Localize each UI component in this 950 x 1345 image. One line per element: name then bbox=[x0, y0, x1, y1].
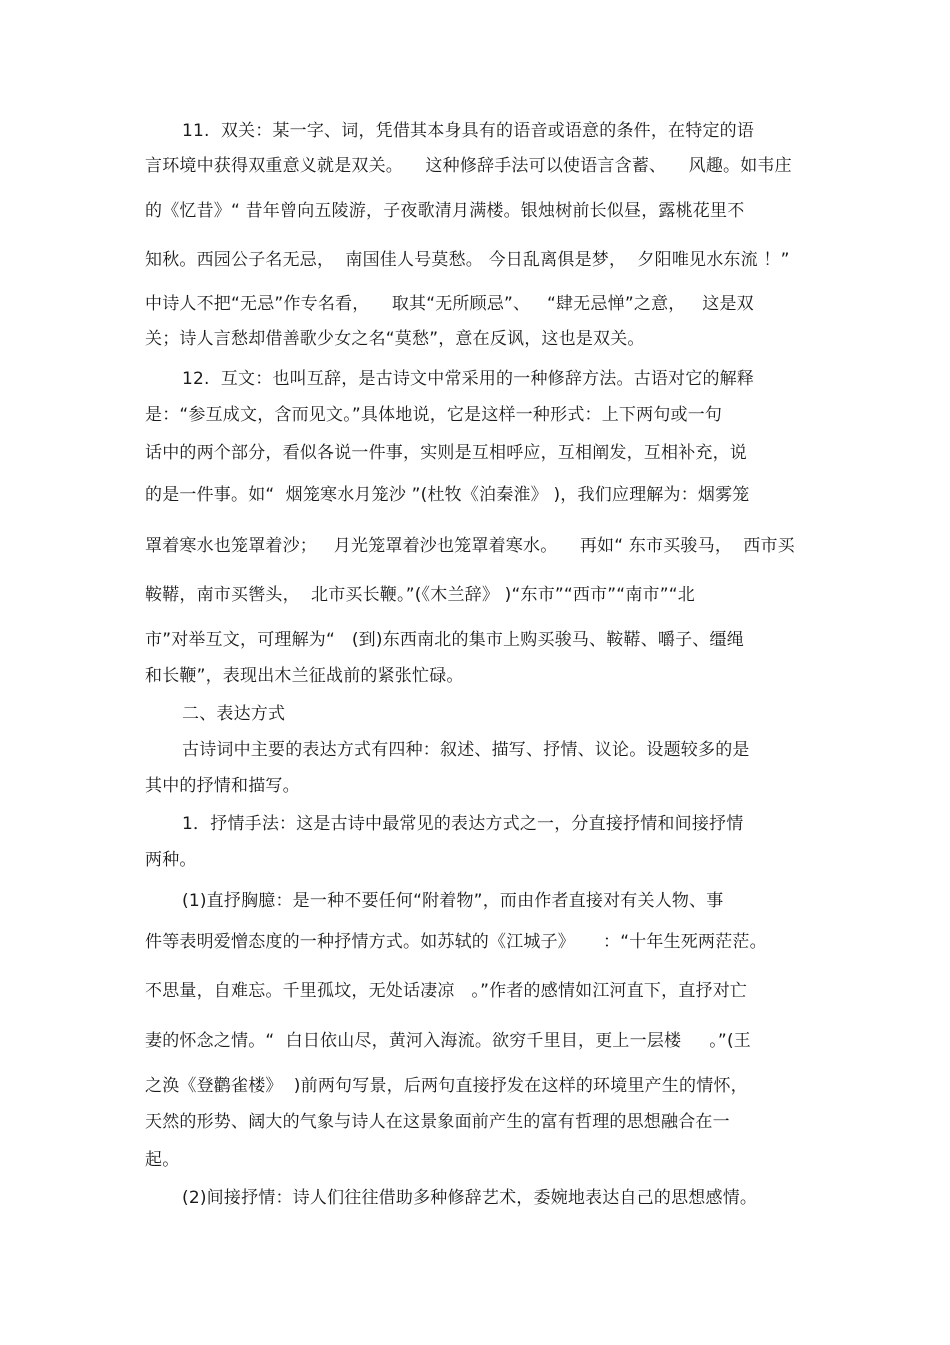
text-line: 两种。 bbox=[145, 850, 197, 870]
text-line: 的《忆昔》“ 昔年曾向五陵游，子夜歌清月满楼。银烛树前长似昼，露桃花里不 bbox=[145, 201, 745, 221]
text-line: 知秋。西园公子名无忌， 南国佳人号莫愁。 今日乱离俱是梦， 夕阳唯见水东流 ！” bbox=[145, 250, 790, 270]
text-line: 天然的形势、阔大的气象与诗人在这景象面前产生的富有哲理的思想融合在一 bbox=[145, 1112, 730, 1132]
text-line: 的是一件事。如“ 烟笼寒水月笼沙 ”(杜牧《泊秦淮》 )，我们应理解为：烟雾笼 bbox=[145, 485, 750, 505]
text-line: 中诗人不把“无忌”作专名看， 取其“无所顾忌”、 “肆无忌惮”之意， 这是双 bbox=[145, 294, 754, 314]
text-line: 市”对举互文，可理解为“ (到)东西南北的集市上购买骏马、鞍鞯、嚼子、缰绳 bbox=[145, 630, 744, 650]
text-line: 言环境中获得双重意义就是双关。 这种修辞手法可以使语言含蓄、 风趣。如韦庄 bbox=[145, 156, 792, 176]
text-line: 古诗词中主要的表达方式有四种：叙述、描写、抒情、议论。设题较多的是 bbox=[182, 740, 750, 760]
text-line: 是：“参互成文，含而见文。”具体地说，它是这样一种形式：上下两句或一句 bbox=[145, 405, 723, 425]
text-line: 11. 双关：某一字、词，凭借其本身具有的语音或语意的条件，在特定的语 bbox=[182, 121, 755, 141]
text-line: 和长鞭”，表现出木兰征战前的紧张忙碌。 bbox=[145, 666, 464, 686]
text-line: 12. 互文：也叫互辞，是古诗文中常采用的一种修辞方法。古语对它的解释 bbox=[182, 369, 755, 389]
text-line: 其中的抒情和描写。 bbox=[145, 776, 300, 796]
text-line: 不思量，自难忘。千里孤坟，无处话凄凉 。”作者的感情如江河直下，直抒对亡 bbox=[145, 981, 748, 1001]
text-line: 起。 bbox=[145, 1150, 180, 1170]
text-line: (2)间接抒情：诗人们往往借助多种修辞艺术，委婉地表达自己的思想感情。 bbox=[182, 1188, 758, 1208]
text-line: 罩着寒水也笼罩着沙； 月光笼罩着沙也笼罩着寒水。 再如“ 东市买骏马， 西市买 bbox=[145, 536, 795, 556]
text-line: (1)直抒胸臆：是一种不要任何“附着物”，而由作者直接对有关人物、事 bbox=[182, 891, 724, 911]
section-heading: 二、表达方式 bbox=[182, 704, 286, 724]
text-line: 话中的两个部分，看似各说一件事，实则是互相呼应，互相阐发，互相补充，说 bbox=[145, 443, 747, 463]
text-line: 件等表明爱憎态度的一种抒情方式。如苏轼的《江城子》 ：“十年生死两茫茫。 bbox=[145, 932, 767, 952]
text-line: 鞍鞯，南市买辔头， 北市买长鞭。”(《木兰辞》 )“东市”“西市”“南市”“北 bbox=[145, 585, 695, 605]
text-line: 妻的怀念之情。“ 白日依山尽，黄河入海流。欲穷千里目，更上一层楼 。”(王 bbox=[145, 1031, 751, 1051]
text-line: 1．抒情手法：这是古诗中最常见的表达方式之一，分直接抒情和间接抒情 bbox=[182, 814, 744, 834]
text-line: 关；诗人言愁却借善歌少女之名“莫愁”，意在反讽，这也是双关。 bbox=[145, 329, 645, 349]
text-line: 之涣《登鹳雀楼》 )前两句写景，后两句直接抒发在这样的环境里产生的情怀， bbox=[145, 1076, 748, 1096]
